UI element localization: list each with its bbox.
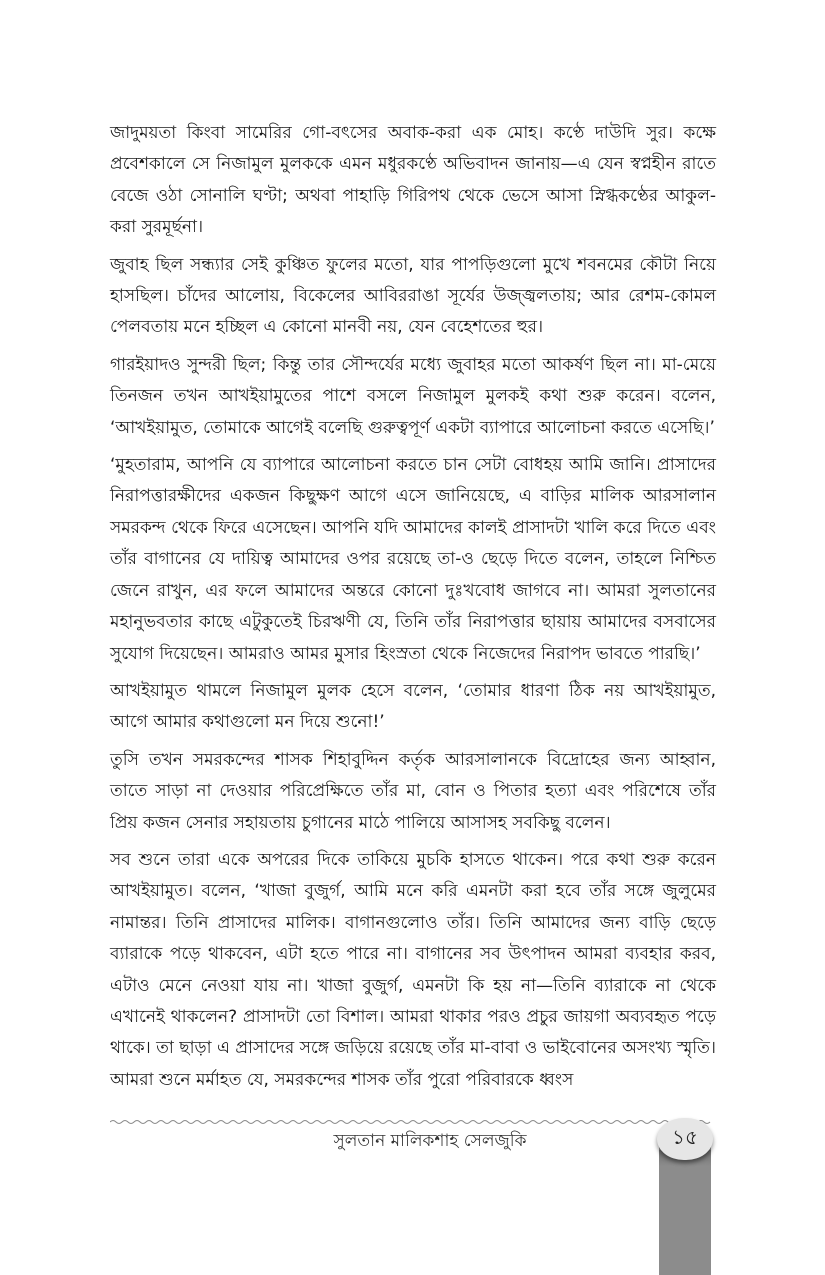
paragraph: ‘মুহতারাম, আপনি যে ব্যাপারে আলোচনা করতে চান সেটা বোধহয় আমি জানি। প্রাসাদের নিরাপত্তারক্ষীদের একজন কিছুক্ষণ আগে এসে জানিয়েছে, এ বাড়ির মালিক আরসালান সমরকন্দ থেকে ফিরে এসেছেন। আপনি যদি আমাদের কালই প্রাসাদটা খালি করে দিতে এবং তাঁর বাগানের যে দায়িত্ব আমাদের ওপর রয়েছে তা-ও ছেড়ে দিতে বলেন, তাহলে নিশ্চিত জেনে রাখুন, এর ফলে আমাদের অন্তরে কোনো দুঃখবোধ জাগবে না। আমরা সুলতানের মহানুভবতার কাছে এটুকুতেই চিরঋণী যে, তিনি তাঁর নিরাপত্তার ছায়ায় আমাদের বসবাসের সুযোগ দিয়েছেন। আমরাও আমর মুসার হিংস্রতা থেকে নিজেদের নিরাপদ ভাবতে পারছি।’ xyxy=(110,455,716,664)
body-text xyxy=(110,118,716,1102)
page-number-badge xyxy=(657,1118,713,1160)
paragraph: সব শুনে তারা একে অপরের দিকে তাকিয়ে মুচকি হাসতে থাকেন। পরে কথা শুরু করেন আখইয়ামুত। বলেন, ‘খাজা বুজুর্গ, আমি মনে করি এমনটা করা হবে তাঁর সঙ্গে জুলুমের নামান্তর। তিনি প্রাসাদের মালিক। বাগানগুলোও তাঁর। তিনি আমাদের জন্য বাড়ি ছেড়ে ব্যারাকে পড়ে থাকবেন, এটা হতে পারে না। বাগানের সব উৎপাদন আমরা ব্যবহার করব, এটাও মেনে নেওয়া যায় না। খাজা বুজুর্গ, এমনটা কি হয় না—তিনি ব্যারাকে না থেকে এখানেই থাকলেন? প্রাসাদটা তো বিশাল। আমরা থাকার পরও প্রচুর জায়গা অব্যবহৃত পড়ে থাকে। তা ছাড়া এ প্রাসাদের সঙ্গে জড়িয়ে রয়েছে তাঁর মা-বাবা ও ভাইবোনের অসংখ্য স্মৃতি। আমরা শুনে মর্মাহত যে, সমরকন্দের শাসক তাঁর পুরো পরিবারকে ধ্বংস xyxy=(110,849,716,1090)
running-title: সুলতান মালিকশাহ সেলজুকি xyxy=(333,1131,527,1151)
page-number: ১৫ xyxy=(672,1124,698,1149)
footer-rule xyxy=(110,1119,714,1125)
paragraph: জাদুময়তা কিংবা সামেরির গো-বৎসের অবাক-করা এক মোহ। কণ্ঠে দাউদি সুর। কক্ষে প্রবেশকালে সে নিজামুল মুলককে এমন মধুরকণ্ঠে অভিবাদন জানায়—এ যেন স্বপ্নহীন রাতে বেজে ওঠা সোনালি ঘণ্টা; অথবা পাহাড়ি গিরিপথ থেকে ভেসে আসা স্নিগ্ধকণ্ঠের আকুল-করা সুরমূর্ছনা। xyxy=(110,123,716,238)
paragraph: তুসি তখন সমরকন্দের শাসক শিহাবুদ্দিন কর্তৃক আরসালানকে বিদ্রোহের জন্য আহ্বান, তাতে সাড়া না দেওয়ার পরিপ্রেক্ষিতে তাঁর মা, বোন ও পিতার হত্যা এবং পরিশেষে তাঁর প্রিয় কজন সেনার সহায়তায় চুগানের মাঠে পালিয়ে আসাসহ সবকিছু বলেন। xyxy=(110,749,716,833)
paragraph: আখইয়ামুত থামলে নিজামুল মুলক হেসে বলেন, ‘তোমার ধারণা ঠিক নয় আখইয়ামুত, আগে আমার কথাগুলো মন দিয়ে শুনো!’ xyxy=(110,680,716,733)
paragraph: গারইয়াদও সুন্দরী ছিল; কিন্তু তার সৌন্দর্যের মধ্যে জুবাহর মতো আকর্ষণ ছিল না। মা-মেয়ে তিনজন তখন আখইয়ামুতের পাশে বসলে নিজামুল মুলকই কথা শুরু করেন। বলেন, ‘আখইয়ামুত, তোমাকে আগেই বলেছি গুরুত্বপূর্ণ একটা ব্যাপারে আলোচনা করতে এসেছি।’ xyxy=(110,354,716,438)
paragraph: জুবাহ ছিল সন্ধ্যার সেই কুঞ্চিত ফুলের মতো, যার পাপড়িগুলো মুখে শবনমের কৌটা নিয়ে হাসছিল। চাঁদের আলোয়, বিকেলের আবিররাঙা সূর্যের উজ্জ্বলতায়; আর রেশম-কোমল পেলবতায় মনে হচ্ছিল এ কোনো মানবী নয়, যেন বেহেশতের হুর। xyxy=(110,254,716,338)
